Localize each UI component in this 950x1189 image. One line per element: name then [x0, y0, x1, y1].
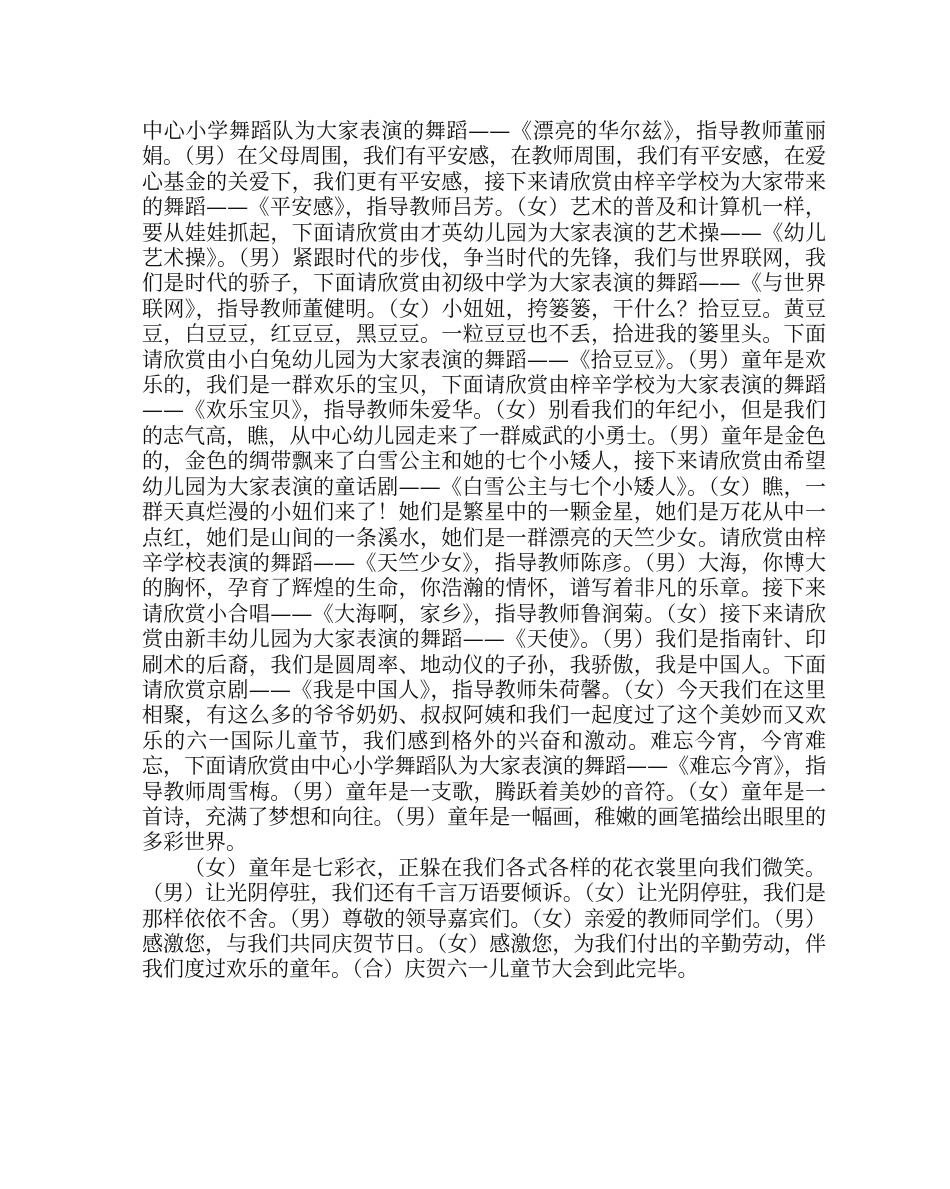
paragraph-1: 中心小学舞蹈队为大家表演的舞蹈——《漂亮的华尔兹》，指导教师董丽娟。（男）在父母周围，我们有平安感，在教师周围，我们有平安感，在爱心基金的关爱下，我们更有平安感，接下来请欣赏由梓辛学校为大家带来的舞蹈——《平安感》，指导教师吕芳。（女）艺术的普及和计算机一样，要从娃娃抓起，下面请欣赏由才英幼儿园为大家表演的艺术操——《幼儿艺术操》。（男）紧跟时代的步伐，争当时代的先锋，我们与世界联网，我们是时代的骄子，下面请欣赏由初级中学为大家表演的舞蹈——《与世界联网》，指导教师董健明。（女）小妞妞，挎篓篓，干什么？拾豆豆。黄豆豆，白豆豆，红豆豆，黑豆豆。一粒豆豆也不丢，拾进我的篓里头。下面请欣赏由小白兔幼儿园为大家表演的舞蹈——《拾豆豆》。（男）童年是欢乐的，我们是一群欢乐的宝贝，下面请欣赏由梓辛学校为大家表演的舞蹈——《欢乐宝贝》，指导教师朱爱华。（女）别看我们的年纪小，但是我们的志气高，瞧，从中心幼儿园走来了一群威武的小勇士。（男）童年是金色的，金色的绸带飘来了白雪公主和她的七个小矮人，接下来请欣赏由希望幼儿园为大家表演的童话剧——《白雪公主与七个小矮人》。（女）瞧，一群天真烂漫的小妞们来了！她们是繁星中的一颗金星，她们是万花从中一点红，她们是山间的一条溪水，她们是一群漂亮的天竺少女。请欣赏由梓辛学校表演的舞蹈——《天竺少女》，指导教师陈彦。（男）大海，你博大的胸怀，孕育了辉煌的生命，你浩瀚的情怀，谱写着非凡的乐章。接下来请欣赏小合唱——《大海啊，家乡》，指导教师鲁润菊。（女）接下来请欣赏由新丰幼儿园为大家表演的舞蹈——《天使》。（男）我们是指南针、印刷术的后裔，我们是圆周率、地动仪的子孙，我骄傲，我是中国人。下面请欣赏京剧——《我是中国人》，指导教师朱荷馨。（女）今天我们在这里相聚，有这么多的爷爷奶奶、叔叔阿姨和我们一起度过了这个美妙而又欢乐的六一国际儿童节，我们感到格外的兴奋和激动。难忘今宵，今宵难忘，下面请欣赏由中心小学舞蹈队为大家表演的舞蹈——《难忘今宵》，指导教师周雪梅。（男）童年是一支歌，腾跃着美妙的音符。（女）童年是一首诗，充满了梦想和向往。（男）童年是一幅画，稚嫩的画笔描绘出眼里的多彩世界。: [142, 119, 826, 855]
paragraph-2: （女）童年是七彩衣，正躲在我们各式各样的花衣裳里向我们微笑。（男）让光阴停驻，我们还有千言万语要倾诉。（女）让光阴停驻，我们是那样依依不舍。（男）尊敬的领导嘉宾们。（女）亲爱的教师同学们。（男）感激您，与我们共同庆贺节日。（女）感激您，为我们付出的辛勤劳动，伴我们度过欢乐的童年。（合）庆贺六一儿童节大会到此完毕。: [142, 855, 826, 982]
document-body: [142, 119, 826, 983]
